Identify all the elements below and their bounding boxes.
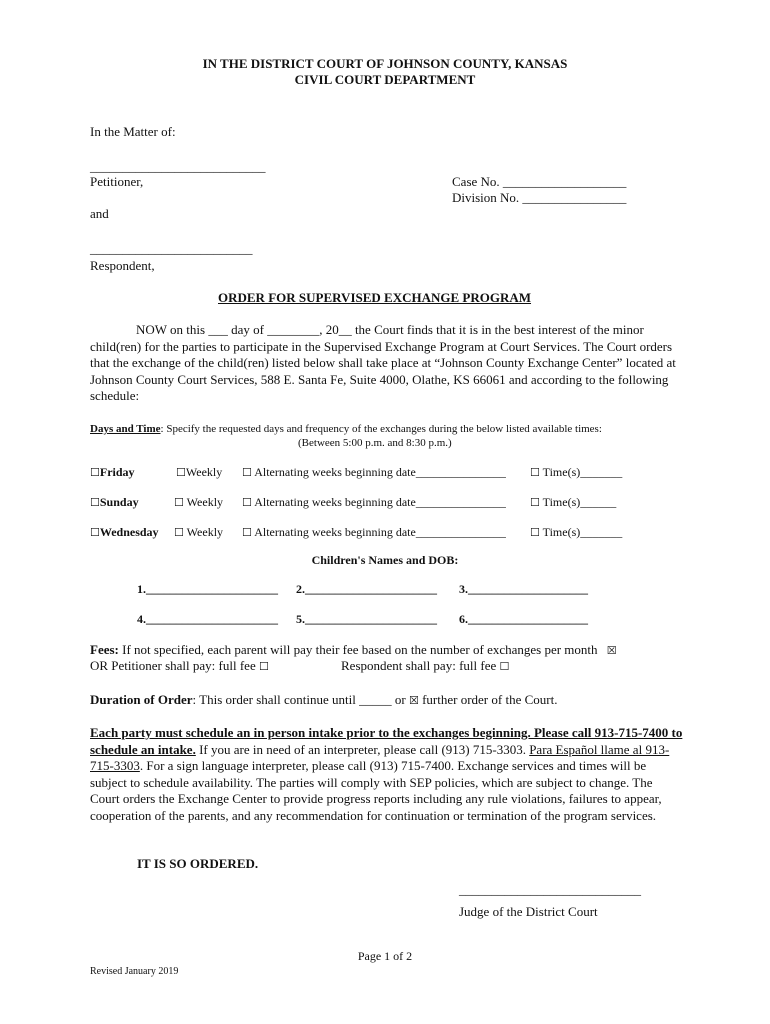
wednesday-label: Wednesday [99, 525, 159, 539]
department-heading: CIVIL COURT DEPARTMENT [294, 72, 476, 87]
judge-signature-label: Judge of the District Court [459, 904, 598, 919]
duration-label: Duration of Order [90, 692, 193, 707]
fees-text: If not specified, each parent will pay their fee based on the number of exchanges per month [122, 642, 598, 657]
wednesday-alternating-label: Alternating weeks beginning date_______________ [254, 525, 506, 539]
friday-weekly-option[interactable] [176, 465, 222, 480]
wednesday-weekly-option[interactable] [174, 525, 223, 540]
child-slot-3[interactable]: 3.____________________ [459, 582, 588, 596]
fees-default-checkbox[interactable]: ☒ [606, 644, 617, 657]
sunday-times-checkbox[interactable]: ☐ [530, 496, 540, 509]
schedule-row-friday [90, 465, 135, 480]
fees-petitioner-option [90, 658, 269, 674]
duration-line [90, 692, 557, 708]
case-number-field[interactable]: Case No. ___________________ [452, 174, 627, 189]
spanish-interpreter-text: Para Español llame al 913-715-3303 [90, 741, 670, 773]
duration-further-order-checkbox[interactable]: ☒ [408, 694, 419, 707]
friday-times-option[interactable] [530, 465, 622, 480]
intake-paragraph [90, 725, 685, 824]
division-number-field[interactable]: Division No. ________________ [452, 190, 627, 205]
fees-petitioner-checkbox[interactable]: ☐ [258, 660, 269, 673]
wednesday-times-option[interactable] [530, 525, 622, 540]
friday-weekly-checkbox[interactable]: ☐ [176, 466, 186, 479]
sunday-alternating-label: Alternating weeks beginning date_______________ [254, 495, 506, 509]
sunday-weekly-checkbox[interactable]: ☐ [174, 496, 184, 509]
days-time-instruction [90, 423, 602, 435]
respondent-name-line[interactable]: _________________________ [90, 241, 253, 256]
friday-label: Friday [99, 465, 135, 479]
child-slot-5[interactable]: 5.______________________ [296, 612, 437, 626]
order-title: ORDER FOR SUPERVISED EXCHANGE PROGRAM [218, 290, 532, 305]
days-time-text: : Specify the requested days and frequency of the exchanges during the below listed available times: [160, 423, 602, 435]
petitioner-label: Petitioner, [90, 174, 144, 189]
sunday-alternating-option[interactable] [242, 495, 506, 510]
children-heading: Children's Names and DOB: [311, 553, 459, 567]
wednesday-weekly-label: Weekly [186, 525, 224, 539]
wednesday-times-label: Time(s)_______ [542, 525, 623, 539]
sunday-weekly-option[interactable] [174, 495, 223, 510]
time-range-note: (Between 5:00 p.m. and 8:30 p.m.) [298, 437, 452, 449]
schedule-row-wednesday [90, 525, 159, 540]
wednesday-alternating-option[interactable] [242, 525, 506, 540]
schedule-row-sunday [90, 495, 139, 510]
sunday-label: Sunday [99, 495, 139, 509]
friday-alternating-checkbox[interactable]: ☐ [242, 466, 252, 479]
child-slot-6[interactable]: 6.____________________ [459, 612, 588, 626]
in-matter-of-label: In the Matter of: [90, 124, 176, 139]
fees-line [90, 642, 617, 658]
so-ordered: IT IS SO ORDERED. [137, 856, 259, 871]
judge-signature-line[interactable]: ____________________________ [459, 882, 641, 897]
intake-interpreter-text: If you are in need of an interpreter, please call (913) 715-3303. [195, 741, 530, 757]
fees-respondent-option [341, 658, 509, 674]
fees-petitioner-label: OR Petitioner shall pay: full fee [90, 658, 256, 673]
petitioner-name-line[interactable]: ___________________________ [90, 159, 266, 174]
days-time-label: Days and Time [90, 423, 161, 435]
court-heading: IN THE DISTRICT COURT OF JOHNSON COUNTY, KANSAS [202, 56, 568, 71]
friday-weekly-label: Weekly [185, 465, 223, 479]
intro-paragraph: NOW on this ___ day of ________, 20__ the Court finds that it is in the best interest of the minor child(ren) for the parties to participate in the Supervised Exchange Program at Court Services. The Court orders that the exchange of the child(ren) listed below shall take place at “Johnson County Exchange Center” located at Johnson County Court Services, 588 E. Santa Fe, Suite 4000, Olathe, KS 66061 and according to the following schedule: [90, 322, 676, 403]
duration-text: : This order shall continue until _____ or [192, 692, 406, 707]
wednesday-checkbox[interactable]: ☐ [90, 526, 100, 539]
fees-respondent-checkbox[interactable]: ☐ [499, 660, 510, 673]
wednesday-weekly-checkbox[interactable]: ☐ [174, 526, 184, 539]
revised-date: Revised January 2019 [90, 966, 179, 977]
intake-rest-text: . For a sign language interpreter, please call (913) 715-7400. Exchange services and times will be subject to schedule availability. The parties will comply with SEP policies, which are subject to change. The Court orders the Exchange Center to provide progress reports including any rule violations, failures to appear, cooperation of the parents, and any recommendation for continuation or termination of the program services. [90, 758, 662, 823]
and-label: and [90, 206, 109, 221]
fees-label: Fees: [90, 642, 119, 657]
friday-times-checkbox[interactable]: ☐ [530, 466, 540, 479]
friday-checkbox[interactable]: ☐ [90, 466, 100, 479]
child-slot-2[interactable]: 2.______________________ [296, 582, 437, 596]
friday-alternating-label: Alternating weeks beginning date_______________ [254, 465, 506, 479]
wednesday-times-checkbox[interactable]: ☐ [530, 526, 540, 539]
sunday-alternating-checkbox[interactable]: ☐ [242, 496, 252, 509]
sunday-times-option[interactable] [530, 495, 616, 510]
wednesday-alternating-checkbox[interactable]: ☐ [242, 526, 252, 539]
friday-alternating-option[interactable] [242, 465, 506, 480]
child-slot-4[interactable]: 4.______________________ [137, 612, 278, 626]
intake-bold-notice: Each party must schedule an in person intake prior to the exchanges beginning. Please call 913-715-7400 to schedule an intake. [90, 725, 683, 757]
child-slot-1[interactable]: 1.______________________ [137, 582, 278, 596]
friday-times-label: Time(s)_______ [542, 465, 623, 479]
fees-respondent-label: Respondent shall pay: full fee [341, 658, 497, 673]
sunday-times-label: Time(s)______ [542, 495, 617, 509]
duration-tail: further order of the Court. [422, 692, 558, 707]
respondent-label: Respondent, [90, 258, 155, 273]
page-number: Page 1 of 2 [357, 949, 413, 963]
sunday-weekly-label: Weekly [186, 495, 224, 509]
sunday-checkbox[interactable]: ☐ [90, 496, 100, 509]
